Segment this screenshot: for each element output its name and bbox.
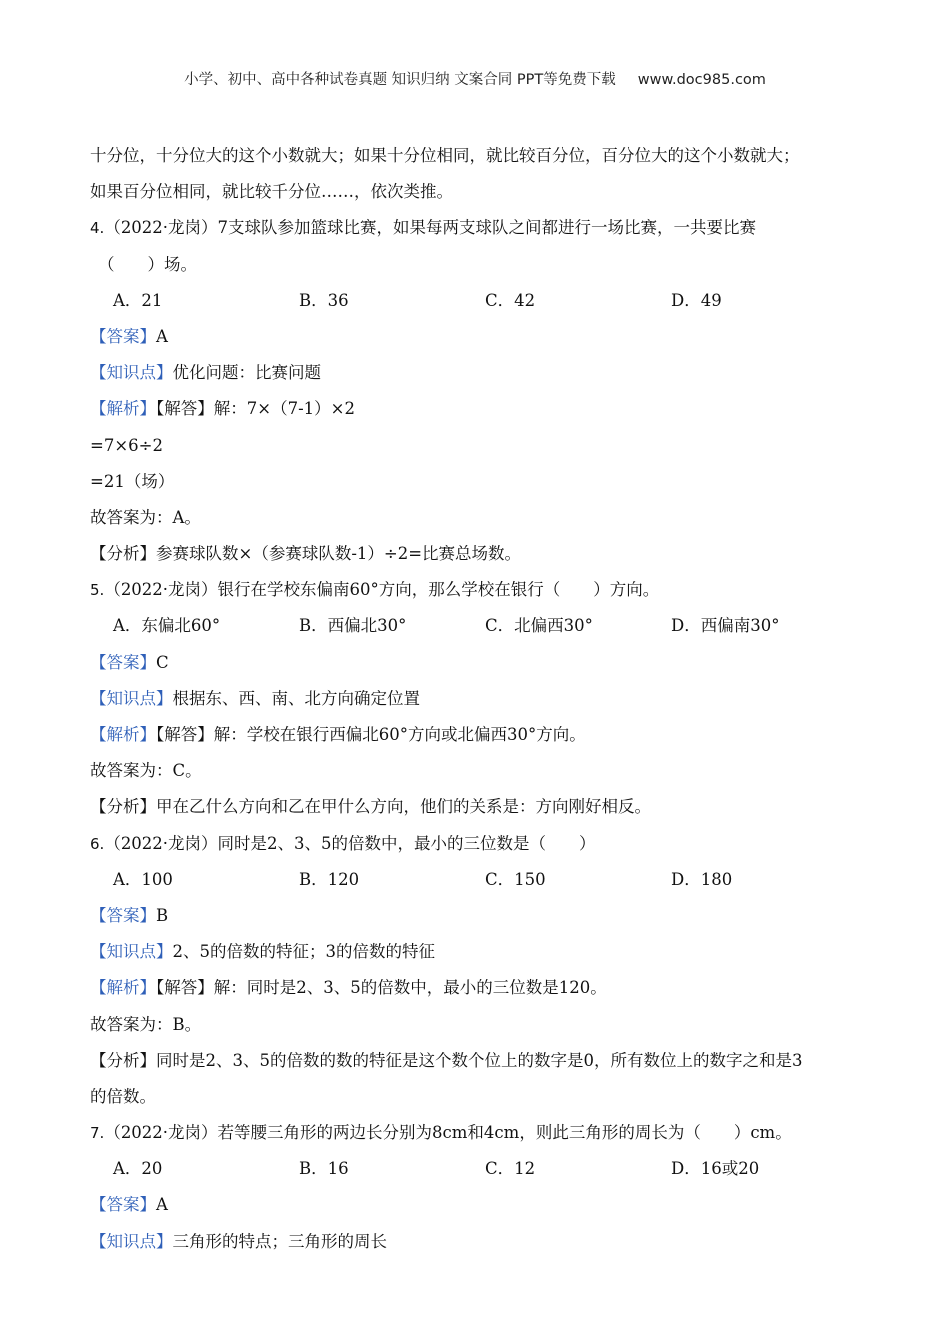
option-d: D．16或20 [671,1159,760,1179]
summary-line: 【分析】参赛球队数×（参赛球队数-1）÷2=比赛总场数。 [90,544,522,564]
question-stem: 7.（2022·龙岗）若等腰三角形的两边长分别为8cm和4cm，则此三角形的周长为（ ）cm。 [90,1123,792,1143]
knowledge-tag: 【知识点】 [90,688,173,708]
summary-line: 【分析】甲在乙什么方向和乙在甲什么方向，他们的关系是：方向刚好相反。 [90,797,651,817]
knowledge-line: 【知识点】根据东、西、南、北方向确定位置 [90,688,420,708]
option-b: B．120 [299,869,360,889]
analysis-line: 【解析】【解答】解：7×（7-1）×2 [90,399,355,419]
option-a: A．20 [113,1159,163,1179]
summary-line: 的倍数。 [90,1086,156,1106]
knowledge-tag: 【知识点】 [90,942,173,962]
question-stem: 5.（2022·龙岗）银行在学校东偏南60°方向，那么学校在银行（ ）方向。 [90,580,660,600]
question-stem-cont: （ ）场。 [98,254,197,274]
options-row [90,608,870,644]
analysis-tag: 【解析】 [90,399,156,419]
summary-line: 【分析】同时是2、3、5的倍数的数的特征是这个数个位上的数字是0，所有数位上的数字之和是3 [90,1050,803,1070]
option-b: B．16 [299,1159,349,1179]
knowledge-line: 【知识点】2、5的倍数的特征；3的倍数的特征 [90,942,435,962]
answer-tag: 【答案】 [90,905,156,925]
question-stem: 6.（2022·龙岗）同时是2、3、5的倍数中，最小的三位数是（ ） [90,833,596,853]
header-text: 小学、初中、高中各种试卷真题 知识归纳 文案合同 PPT等免费下载 [184,72,616,88]
option-a: A．东偏北60° [113,616,221,636]
analysis-line: =7×6÷2 [90,435,163,455]
question-number: 7. [90,1124,105,1143]
answer-tag: 【答案】 [90,652,156,672]
option-a: A．21 [113,290,163,310]
analysis-line: =21（场） [90,471,175,491]
option-d: D．49 [671,290,722,310]
option-b: B．36 [299,290,349,310]
question-number: 5. [90,581,105,600]
option-c: C．42 [485,290,536,310]
option-d: D．180 [671,869,733,889]
knowledge-tag: 【知识点】 [90,363,173,383]
option-b: B．西偏北30° [299,616,407,636]
analysis-line: 故答案为：B。 [90,1014,202,1034]
analysis-line: 故答案为：C。 [90,761,202,781]
analysis-tag: 【解析】 [90,725,156,744]
option-a: A．100 [113,869,173,889]
intro-line: 十分位，十分位大的这个小数就大；如果十分位相同，就比较百分位，百分位大的这个小数就大； [90,146,800,165]
analysis-line: 【解析】【解答】解：学校在银行西偏北60°方向或北偏西30°方向。 [90,725,586,744]
answer-line: 【答案】A [90,326,168,346]
option-c: C．北偏西30° [485,616,593,636]
analysis-line: 故答案为：A。 [90,507,201,527]
knowledge-line: 【知识点】优化问题：比赛问题 [90,363,321,383]
header-site: www.doc985.com [637,72,766,88]
option-c: C．150 [485,869,546,889]
question-stem: 4.（2022·龙岗）7支球队参加篮球比赛，如果每两支球队之间都进行一场比赛，一共要比赛 [90,218,757,238]
answer-line: 【答案】C [90,652,169,672]
knowledge-line: 【知识点】三角形的特点；三角形的周长 [90,1231,387,1251]
knowledge-tag: 【知识点】 [90,1231,173,1251]
option-d: D．西偏南30° [671,616,780,636]
answer-line: 【答案】A [90,1195,168,1215]
options-row [90,1151,870,1187]
answer-tag: 【答案】 [90,1195,156,1215]
option-c: C．12 [485,1159,536,1179]
intro-line: 如果百分位相同，就比较千分位……，依次类推。 [90,182,453,202]
document-body [90,138,870,1260]
options-row [90,283,870,319]
answer-line: 【答案】B [90,905,169,925]
page-header [0,68,950,89]
question-number: 6. [90,834,105,853]
question-number: 4. [90,219,105,238]
options-row [90,862,870,898]
analysis-line: 【解析】【解答】解：同时是2、3、5的倍数中，最小的三位数是120。 [90,978,607,998]
answer-tag: 【答案】 [90,326,156,346]
analysis-tag: 【解析】 [90,978,156,998]
